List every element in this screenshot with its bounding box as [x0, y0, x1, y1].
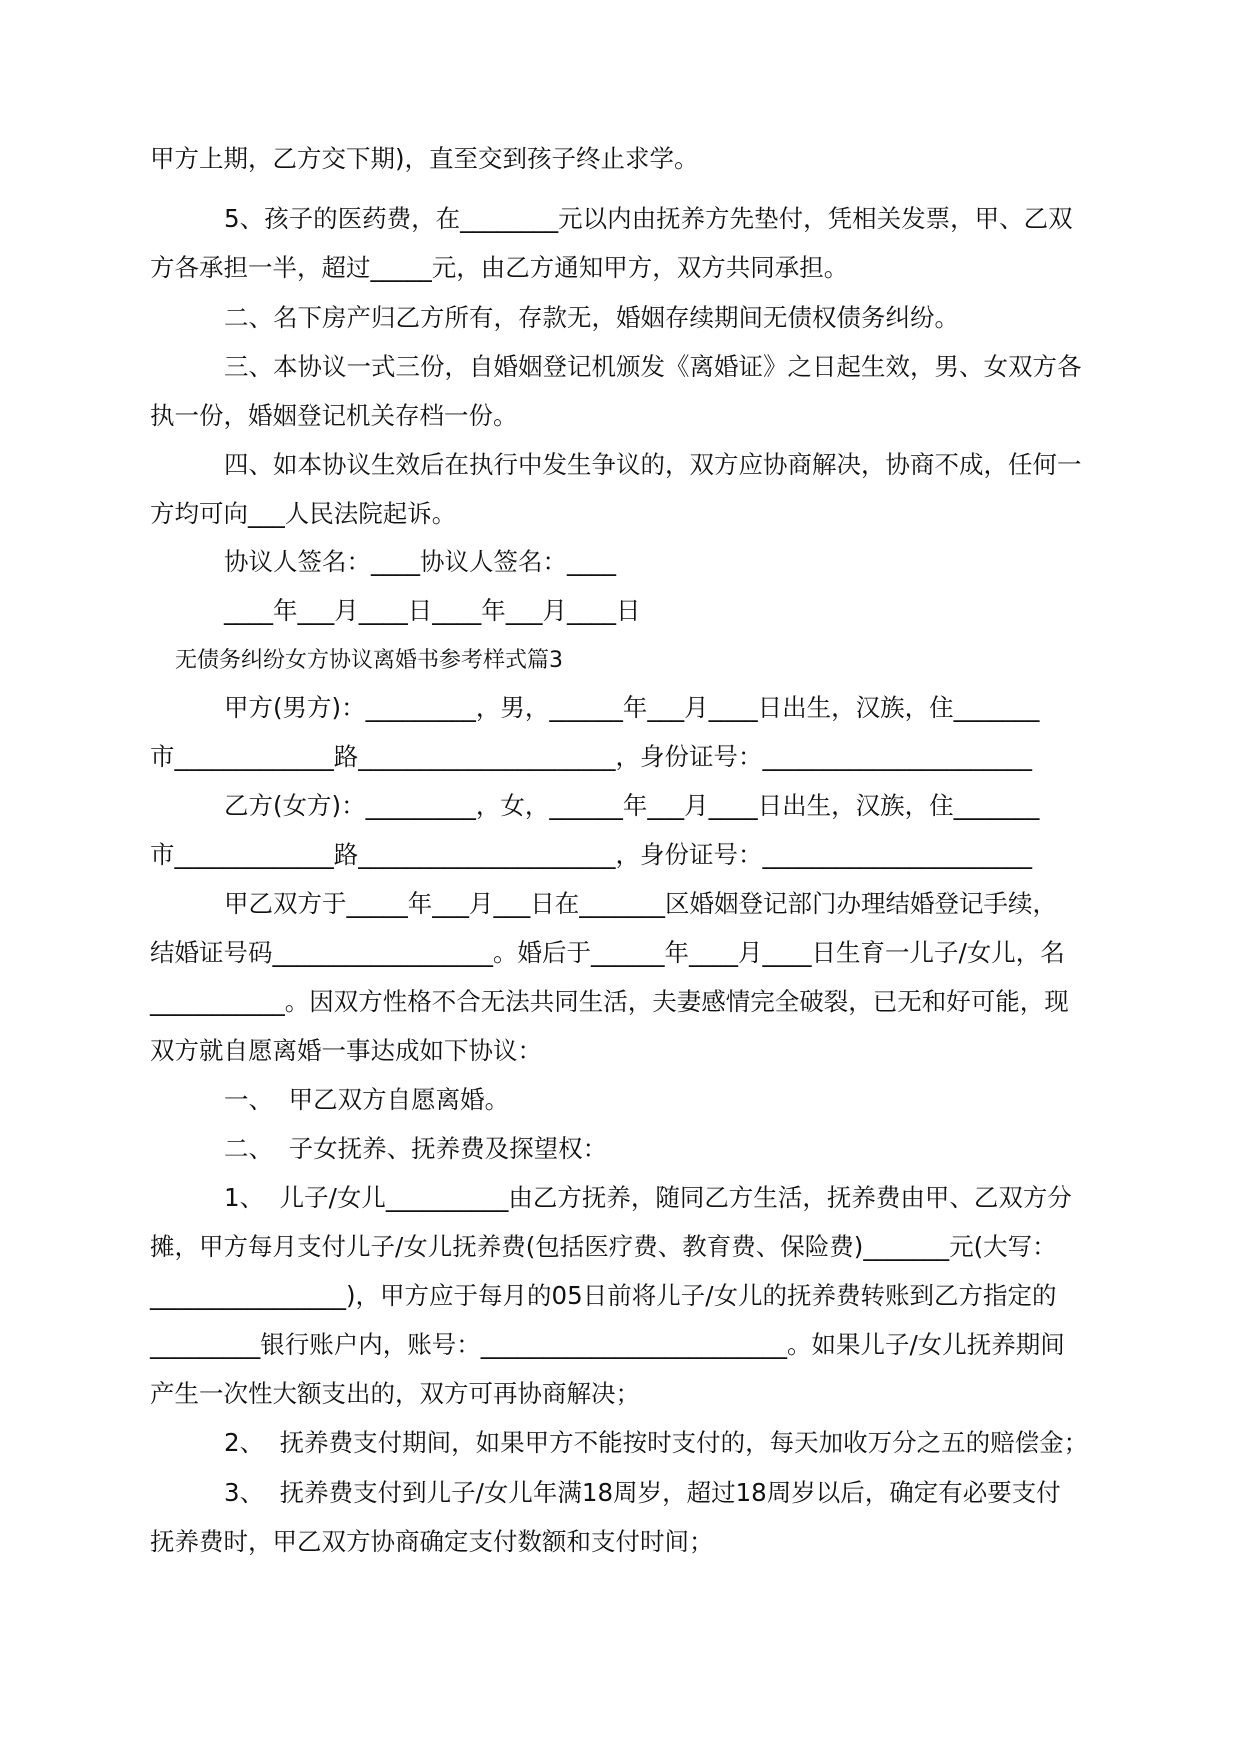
paragraph-line: 四、如本协议生效后在执行中发生争议的，双方应协商解决，协商不成，任何一 — [224, 450, 1082, 479]
paragraph-line: 2、 抚养费支付期间，如果甲方不能按时支付的，每天加收万分之五的赔偿金； — [224, 1428, 1089, 1457]
paragraph-line: _________银行账户内，账号：_________________________。如果儿子/女儿抚养期间 — [150, 1330, 1065, 1359]
paragraph-line: 一、 甲乙双方自愿离婚。 — [224, 1085, 510, 1114]
paragraph-line: 甲方(男方)：_________，男，______年___月____日出生，汉族，住_______ — [224, 693, 1040, 722]
paragraph-line: 二、名下房产归乙方所有，存款无，婚姻存续期间无债权债务纠纷。 — [224, 303, 959, 332]
paragraph-line: ________________)，甲方应于每月的05日前将儿子/女儿的抚养费转账到乙方指定的 — [150, 1281, 1057, 1310]
paragraph-line: 方均可向___人民法院起诉。 — [150, 499, 457, 528]
paragraph-line: 乙方(女方)：_________，女，______年___月____日出生，汉族，住_______ — [224, 791, 1040, 820]
signature-line: 协议人签名：____协议人签名：____ — [224, 547, 616, 576]
paragraph-line: 执一份，婚姻登记机关存档一份。 — [150, 401, 518, 430]
paragraph-line: 甲方上期，乙方交下期)，直至交到孩子终止求学。 — [150, 144, 699, 173]
paragraph-line: 结婚证号码__________________。婚后于______年____月____日生育一儿子/女儿，名 — [150, 938, 1065, 967]
paragraph-line: 甲乙双方于_____年___月___日在_______区婚姻登记部门办理结婚登记手续， — [224, 889, 1057, 918]
paragraph-line: 二、 子女抚养、抚养费及探望权： — [224, 1134, 608, 1163]
section-heading: 无债务纠纷女方协议离婚书参考样式篇3 — [175, 648, 563, 673]
paragraph-line: 方各承担一半，超过_____元，由乙方通知甲方，双方共同承担。 — [150, 253, 849, 282]
paragraph-line: 1、 儿子/女儿__________由乙方抚养，随同乙方生活，抚养费由甲、乙双方分 — [224, 1183, 1072, 1212]
date-line: ____年___月____日____年___月____日 — [224, 596, 641, 625]
paragraph-line: 抚养费时，甲乙双方协商确定支付数额和支付时间； — [150, 1527, 714, 1556]
paragraph-line: 双方就自愿离婚一事达成如下协议： — [150, 1036, 542, 1065]
paragraph-line: 市_____________路_____________________，身份证号：______________________ — [150, 840, 1032, 869]
paragraph-line: 摊，甲方每月支付儿子/女儿抚养费(包括医疗费、教育费、保险费)_______元(大写： — [150, 1232, 1057, 1261]
paragraph-line: 3、 抚养费支付到儿子/女儿年满18周岁，超过18周岁以后，确定有必要支付 — [224, 1478, 1061, 1507]
paragraph-line: 5、孩子的医药费，在________元以内由抚养方先垫付，凭相关发票，甲、乙双 — [224, 204, 1073, 233]
paragraph-line: 市_____________路_____________________，身份证号：______________________ — [150, 742, 1032, 771]
paragraph-line: 产生一次性大额支出的，双方可再协商解决； — [150, 1379, 640, 1408]
paragraph-line: 三、本协议一式三份，自婚姻登记机颁发《离婚证》之日起生效，男、女双方各 — [224, 352, 1082, 381]
paragraph-line: ___________。因双方性格不合无法共同生活，夫妻感情完全破裂，已无和好可能，现 — [150, 987, 1069, 1016]
